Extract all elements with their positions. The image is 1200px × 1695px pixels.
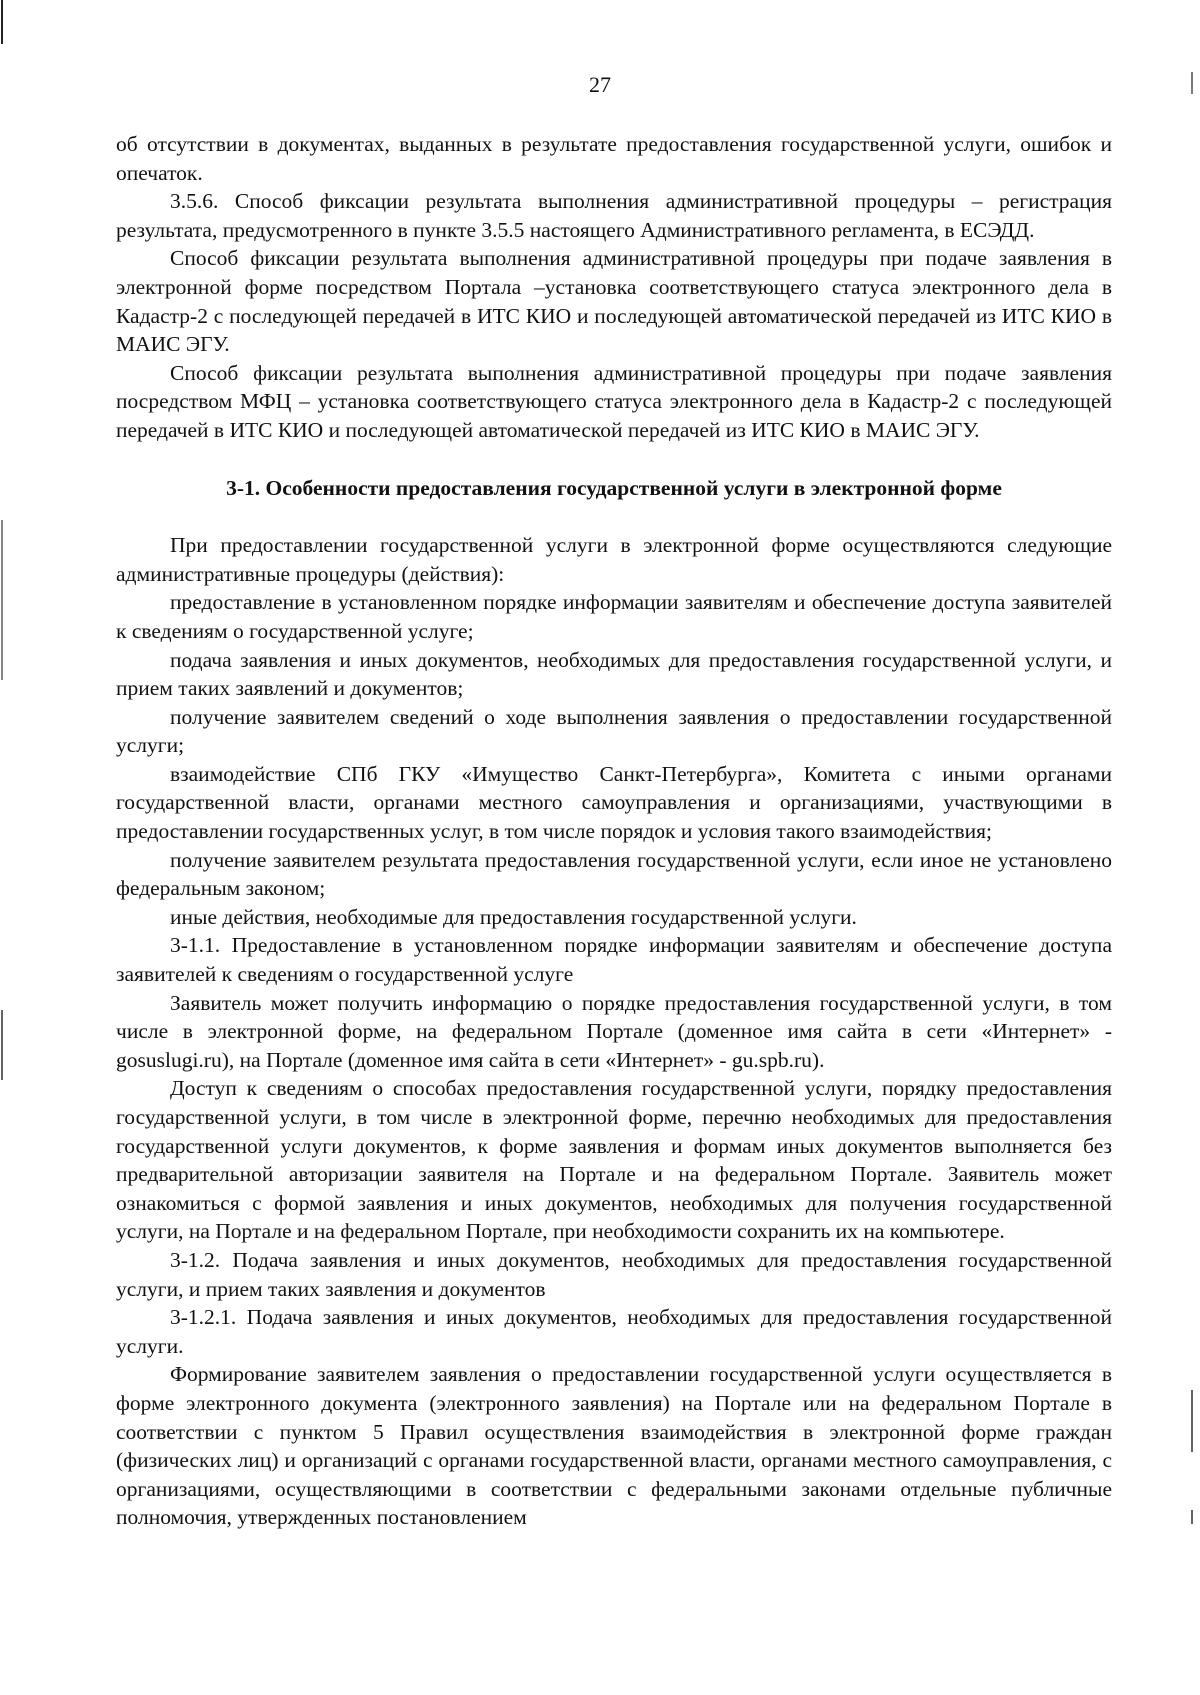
scan-edge-mark xyxy=(1191,1390,1193,1452)
paragraph: Способ фиксации результата выполнения административной процедуры при подаче заявления посредством МФЦ – установка соответствующего статуса электронного дела в Кадастр-2 с последующей передачей в ИТС КИО и последующей автоматической передачей из ИТС КИО в МАИС ЭГУ. xyxy=(116,360,1112,442)
document-body xyxy=(116,130,1112,1532)
paragraph: Способ фиксации результата выполнения административной процедуры при подаче заявления в электронной форме посредством Портала –установка соответствующего статуса электронного дела в Кадастр-2 с последующей передачей в ИТС КИО и последующей автоматической передачей из ИТС КИО в МАИС ЭГУ. xyxy=(116,246,1112,357)
paragraph: об отсутствии в документах, выданных в результате предоставления государственной услуги, ошибок и опечаток. xyxy=(116,132,1112,185)
paragraph: Формирование заявителем заявления о предоставлении государственной услуги осуществляется в форме электронного документа (электронного заявления) на Портале или на федеральном Портале в соответствии с пунктом 5 Правил осуществления взаимодействия в электронной форме граждан (физических лиц) и организаций с органами государственной власти, органами местного самоуправления, с организациями, осуществляющими в соответствии с федеральными законами отдельные публичные полномочия, утвержденных постановлением xyxy=(116,1362,1112,1530)
scan-edge-mark xyxy=(1,0,3,44)
scan-edge-mark xyxy=(1,1010,3,1080)
paragraph: получение заявителем результата предоставления государственной услуги, если иное не установлено федеральным законом; xyxy=(116,847,1112,901)
paragraph: Доступ к сведениям о способах предоставления государственной услуги, порядку предоставления государственной услуги, в том числе в электронной форме, перечню необходимых для предоставления государственной услуги документов, к форме заявления и формам иных документов выполняется без предварительной авторизации заявителя на Портале и на федеральном Портале. Заявитель может ознакомиться с формой заявления и иных документов, необходимых для получения государственной услуги, на Портале и на федеральном Портале, при необходимости сохранить их на компьютере. xyxy=(116,1076,1112,1244)
scan-edge-mark xyxy=(1191,1510,1193,1524)
page-number: 27 xyxy=(589,72,611,97)
paragraph: 3-1.2. Подача заявления и иных документов, необходимых для предоставления государственной услуги, и прием таких заявления и документов xyxy=(116,1247,1112,1301)
paragraph: взаимодействие СПб ГКУ «Имущество Санкт-Петербурга», Комитета с иными органами государственной власти, органами местного самоуправления и организациями, участвующими в предоставлении государственных услуг, в том числе порядок и условия такого взаимодействия; xyxy=(116,761,1112,844)
paragraph: 3-1.2.1. Подача заявления и иных документов, необходимых для предоставления государственной услуги. xyxy=(116,1305,1112,1358)
paragraph: 3-1.1. Предоставление в установленном порядке информации заявителям и обеспечение доступа заявителей к сведениям о государственной услуге xyxy=(116,933,1112,987)
section-heading: 3-1. Особенности предоставления государственной услуги в электронной форме xyxy=(226,475,1002,500)
scan-edge-mark xyxy=(1191,72,1193,94)
paragraph: иные действия, необходимые для предоставления государственной услуги. xyxy=(170,904,857,929)
paragraph: предоставление в установленном порядке информации заявителям и обеспечение доступа заявителей к сведениям о государственной услуге; xyxy=(116,590,1112,643)
scan-edge-mark xyxy=(1,520,3,680)
paragraph: 3.5.6. Способ фиксации результата выполнения административной процедуры – регистрация результата, предусмотренного в пункте 3.5.5 настоящего Административного регламента, в ЕСЭДД. xyxy=(116,189,1112,242)
paragraph: подача заявления и иных документов, необходимых для предоставления государственной услуги, и прием таких заявлений и документов; xyxy=(116,647,1112,701)
paragraph: получение заявителем сведений о ходе выполнения заявления о предоставлении государственной услуги; xyxy=(116,704,1112,758)
paragraph: При предоставлении государственной услуги в электронной форме осуществляются следующие административные процедуры (действия): xyxy=(116,533,1112,586)
paragraph: Заявитель может получить информацию о порядке предоставления государственной услуги, в том числе в электронной форме, на федеральном Портале (доменное имя сайта в сети «Интернет» - gosuslugi.ru), на Портале (доменное имя сайта в сети «Интернет» - gu.spb.ru). xyxy=(116,990,1112,1072)
